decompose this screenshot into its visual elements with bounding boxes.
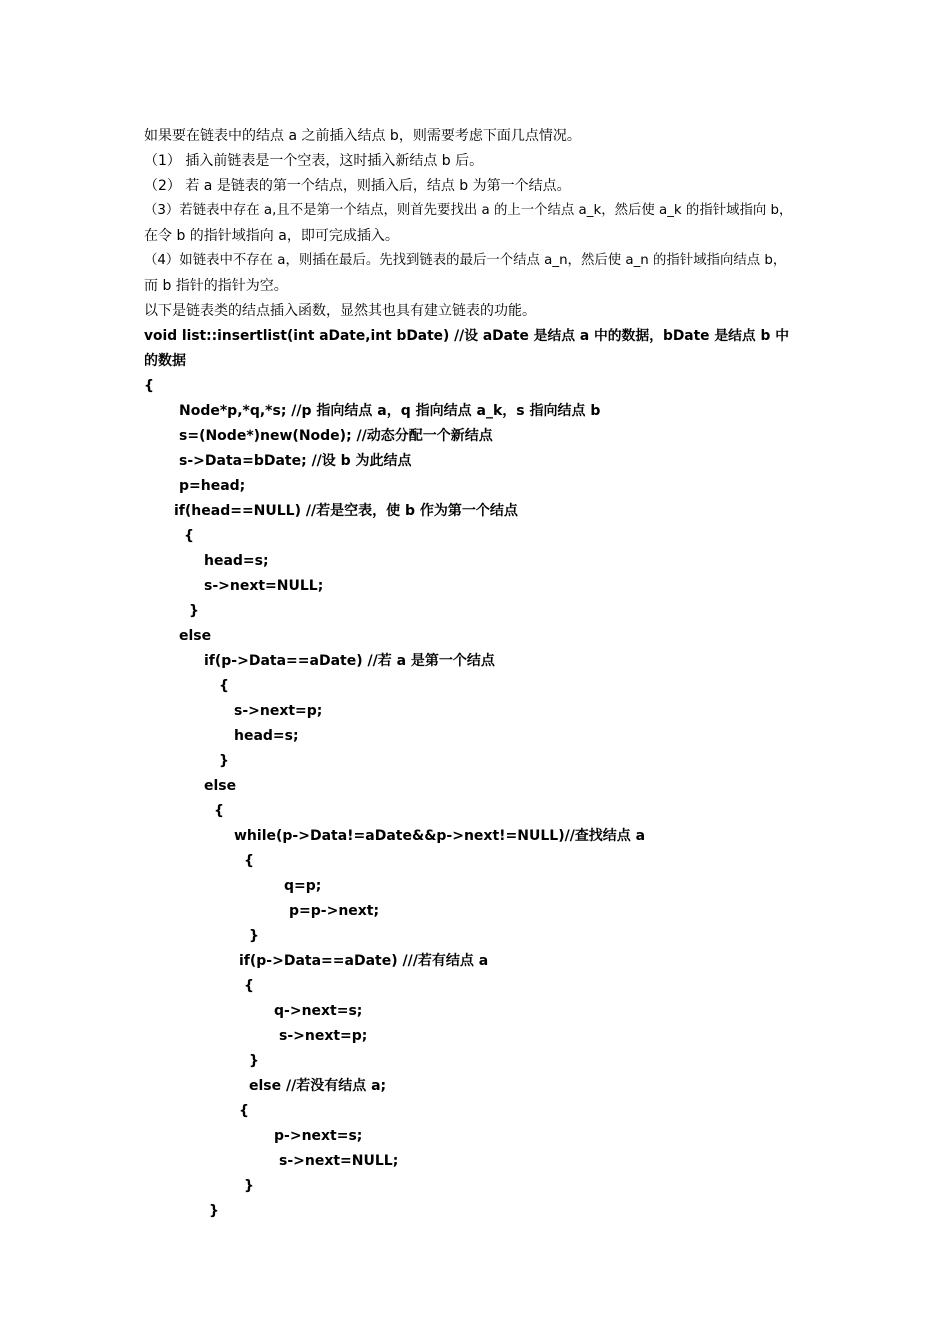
- code-line: if(p->Data==aDate) ///若有结点 a: [239, 953, 489, 969]
- code-line: q->next=s;: [274, 1003, 363, 1019]
- case-4-line-1: （4）如链表中不存在 a，则插在最后。先找到链表的最后一个结点 a_n，然后使 a_n 的指针域指向结点 b，: [144, 253, 787, 268]
- code-signature: void list::insertlist(int aDate,int bDate) //设 aDate 是结点 a 中的数据，bDate 是结点 b 中: [144, 328, 790, 344]
- code-line: {: [244, 978, 254, 994]
- code-line: }: [249, 928, 259, 944]
- code-line: if(head==NULL) //若是空表，使 b 作为第一个结点: [174, 503, 518, 519]
- code-line: }: [244, 1178, 254, 1194]
- case-4-line-2: 而 b 指针的指针为空。: [144, 278, 288, 294]
- code-line: {: [214, 803, 224, 819]
- code-line: else: [179, 628, 212, 644]
- code-line: if(p->Data==aDate) //若 a 是第一个结点: [204, 653, 495, 669]
- code-line: {: [144, 378, 154, 394]
- case-2: （2） 若 a 是链表的第一个结点，则插入后，结点 b 为第一个结点。: [144, 178, 571, 194]
- code-line: s->next=NULL;: [204, 578, 324, 594]
- code-line: head=s;: [204, 553, 269, 569]
- code-line: {: [219, 678, 229, 694]
- intro-paragraph: 如果要在链表中的结点 a 之前插入结点 b，则需要考虑下面几点情况。: [144, 128, 581, 144]
- code-line: {: [244, 853, 254, 869]
- code-line: else //若没有结点 a;: [249, 1078, 387, 1094]
- code-line: s->next=p;: [234, 703, 323, 719]
- code-line: s=(Node*)new(Node); //动态分配一个新结点: [179, 428, 493, 444]
- code-line: p=head;: [179, 478, 246, 494]
- code-line: }: [219, 753, 229, 769]
- code-signature-cont: 的数据: [144, 353, 186, 369]
- case-1: （1） 插入前链表是一个空表，这时插入新结点 b 后。: [144, 153, 484, 169]
- code-line: {: [239, 1103, 249, 1119]
- code-line: }: [249, 1053, 259, 1069]
- code-line: }: [189, 603, 199, 619]
- code-line: }: [209, 1203, 219, 1219]
- summary-paragraph: 以下是链表类的结点插入函数，显然其也具有建立链表的功能。: [144, 303, 536, 319]
- code-line: s->Data=bDate; //设 b 为此结点: [179, 453, 412, 469]
- code-line: q=p;: [284, 878, 322, 894]
- code-line: {: [184, 528, 194, 544]
- code-line: head=s;: [234, 728, 299, 744]
- code-line: s->next=p;: [279, 1028, 368, 1044]
- code-line: else: [204, 778, 237, 794]
- case-3-line-1: （3）若链表中存在 a,且不是第一个结点，则首先要找出 a 的上一个结点 a_k，然后使 a_k 的指针域指向 b，: [144, 203, 793, 218]
- code-line: p->next=s;: [274, 1128, 363, 1144]
- code-line: Node*p,*q,*s; //p 指向结点 a，q 指向结点 a_k，s 指向结点 b: [179, 403, 601, 419]
- code-line: while(p->Data!=aDate&&p->next!=NULL)//查找结点 a: [234, 828, 646, 844]
- code-line: p=p->next;: [289, 903, 380, 919]
- case-3-line-2: 在令 b 的指针域指向 a，即可完成插入。: [144, 228, 399, 244]
- code-line: s->next=NULL;: [279, 1153, 399, 1169]
